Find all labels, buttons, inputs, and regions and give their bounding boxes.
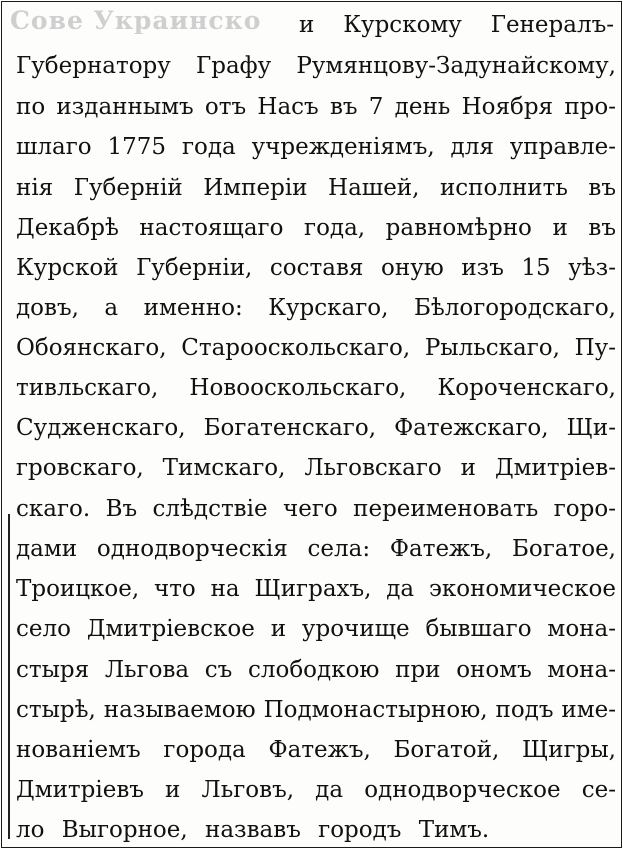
text-line-20: Дмитріевъ и Льговъ, да однодворческое се-: [16, 777, 616, 803]
text-line-18: стырѣ, называемою Подмонастырною, подъ име-: [16, 697, 616, 723]
text-line-4: шлаго 1775 года учрежденіямъ, для управле-: [16, 134, 616, 160]
text-line-3: по изданнымъ отъ Насъ въ 7 день Ноября про-: [16, 94, 616, 120]
text-line-15: Троицкое, что на Щиграхъ, да экономическое: [16, 576, 616, 602]
text-line-10: тивльскаго, Новооскольскаго, Короченскаго,: [16, 375, 616, 401]
text-line-2: Губернатору Графу Румянцову-Задунайскому,: [16, 53, 616, 79]
text-line-19: нованіемъ города Фатежъ, Богатой, Щигры,: [16, 737, 616, 763]
text-line-5: нія Губерній Имперіи Нашей, исполнить въ: [16, 175, 616, 201]
text-line-17: стыря Льгова съ слободкою при ономъ мона-: [16, 657, 616, 683]
text-line-7: Курской Губерніи, составя оную изъ 15 уѣз-: [16, 255, 616, 281]
text-line-21: ло Выгорное, назвавъ городъ Тимъ.: [16, 817, 490, 843]
text-line-1: и Курскому Генералъ-: [299, 12, 614, 38]
text-line-6: Декабрѣ настоящаго года, равномѣрно и въ: [16, 215, 616, 241]
text-line-13: скаго. Въ слѣдствіе чего переименовать горо-: [16, 496, 616, 522]
margin-vertical-rule: [8, 514, 10, 839]
text-line-11: Судженскаго, Богатенскаго, Фатежскаго, Щи-: [16, 415, 616, 441]
text-line-8: довъ, а именно: Курскаго, Бѣлогородскаго,: [16, 295, 616, 321]
text-line-9: Обоянскаго, Старооскольскаго, Рыльскаго, Пу-: [16, 335, 616, 361]
document-page: [1, 1, 622, 848]
text-line-16: село Дмитріевское и урочище бывшаго мона-: [16, 616, 616, 642]
faded-bleed-through-header: Сове Украинско: [10, 6, 262, 34]
text-line-12: гровскаго, Тимскаго, Льговскаго и Дмитріев-: [16, 455, 616, 481]
text-line-14: дами однодворческія села: Фатежъ, Богатое,: [16, 536, 616, 562]
